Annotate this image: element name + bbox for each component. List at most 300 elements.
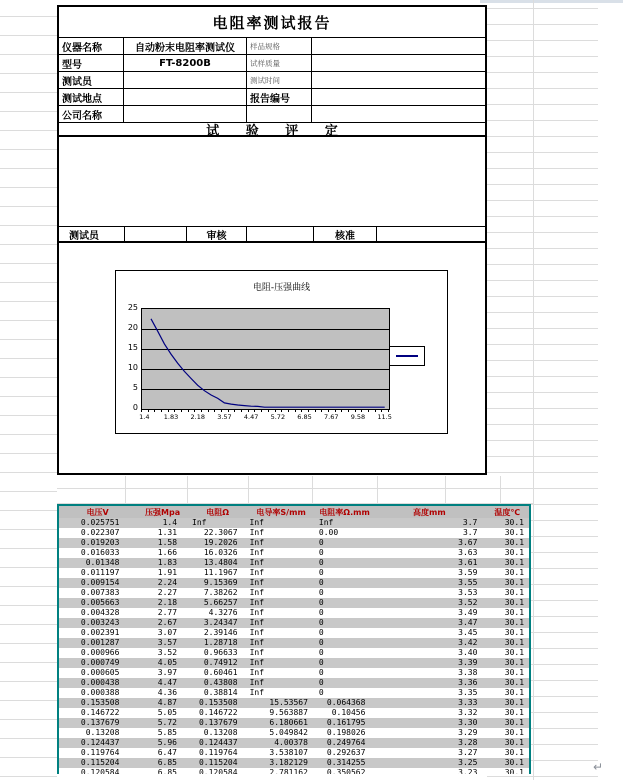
table-cell[interactable]: 30.1 bbox=[504, 748, 524, 757]
form-value[interactable] bbox=[124, 89, 247, 105]
table-cell[interactable]: 30.1 bbox=[504, 688, 525, 697]
form-label: 测试员 bbox=[59, 72, 124, 88]
form-row bbox=[59, 55, 485, 72]
table-cell[interactable]: 3.55 bbox=[458, 578, 478, 587]
table-cell[interactable]: 0.137679 bbox=[80, 718, 120, 727]
table-cell[interactable]: 4.05 bbox=[157, 658, 178, 667]
resistance-pressure-chart bbox=[115, 270, 448, 434]
table-cell[interactable]: 6.85 bbox=[157, 758, 177, 767]
y-tick-label: 15 bbox=[127, 343, 138, 352]
table-cell[interactable]: 3.63 bbox=[458, 548, 478, 557]
table-cell[interactable]: 0.022307 bbox=[80, 528, 120, 537]
table-cell[interactable]: 0.002391 bbox=[80, 628, 120, 637]
x-axis-tick bbox=[328, 409, 329, 412]
form-label: 型号 bbox=[59, 55, 124, 71]
column-header[interactable]: 压强Mpa bbox=[145, 507, 181, 517]
table-cell[interactable]: Inf bbox=[249, 548, 265, 557]
table-cell[interactable]: 0.314255 bbox=[326, 758, 366, 767]
table-cell[interactable]: 3.38 bbox=[458, 668, 478, 677]
gridline bbox=[0, 434, 57, 435]
table-cell[interactable]: 0.115204 bbox=[198, 758, 238, 767]
form-value[interactable] bbox=[312, 89, 485, 105]
table-cell[interactable]: 0.01348 bbox=[85, 558, 120, 567]
column-header[interactable]: 电阻Ω bbox=[206, 507, 230, 517]
gridline bbox=[0, 567, 57, 568]
table-cell[interactable]: 0.019203 bbox=[80, 538, 120, 547]
table-cell[interactable]: Inf bbox=[249, 628, 265, 637]
table-cell[interactable]: Inf bbox=[249, 618, 265, 627]
table-cell[interactable]: 15.53567 bbox=[269, 698, 308, 707]
table-cell[interactable]: 0.000749 bbox=[80, 658, 120, 667]
table-cell[interactable]: 30.1 bbox=[504, 578, 525, 587]
table-cell[interactable]: 3.7 bbox=[462, 518, 478, 527]
table-cell[interactable]: 6.85 bbox=[157, 768, 177, 774]
x-axis-tick bbox=[221, 409, 222, 412]
gridline bbox=[487, 88, 598, 89]
x-axis-tick bbox=[141, 409, 142, 412]
table-cell[interactable]: 0.119764 bbox=[198, 748, 238, 757]
gridline bbox=[0, 719, 57, 720]
table-cell[interactable]: 3.67 bbox=[458, 538, 478, 547]
table-cell[interactable]: 0.74912 bbox=[203, 658, 238, 667]
table-cell[interactable]: 13.4804 bbox=[203, 558, 238, 567]
gridline bbox=[0, 130, 57, 131]
x-axis-tick bbox=[355, 409, 356, 412]
table-cell[interactable]: 0.13208 bbox=[85, 728, 120, 737]
legend-line-key bbox=[396, 355, 418, 357]
x-tick-label: 6.85 bbox=[297, 413, 312, 421]
table-cell[interactable]: 6.180661 bbox=[269, 718, 308, 727]
x-axis-tick bbox=[301, 409, 302, 412]
table-cell[interactable]: 30.1 bbox=[504, 618, 525, 627]
table-cell[interactable]: 1.28718 bbox=[203, 638, 238, 647]
measurement-table-header bbox=[59, 506, 529, 518]
table-cell[interactable]: Inf bbox=[249, 518, 264, 527]
form-row bbox=[59, 89, 485, 106]
table-cell[interactable]: 0.007383 bbox=[80, 588, 120, 597]
table-cell[interactable]: 1.58 bbox=[157, 538, 178, 547]
table-cell[interactable]: 3.538107 bbox=[269, 748, 308, 757]
table-cell[interactable]: 0.120584 bbox=[198, 768, 238, 774]
table-cell[interactable]: 0.161795 bbox=[326, 718, 366, 727]
gridline bbox=[0, 206, 57, 207]
gridline bbox=[248, 476, 249, 504]
table-cell[interactable]: 0.153508 bbox=[80, 698, 120, 707]
x-axis-tick bbox=[161, 409, 162, 412]
table-cell[interactable]: 0 bbox=[318, 638, 324, 647]
table-cell[interactable]: 3.61 bbox=[458, 558, 478, 567]
x-tick-label: 5.72 bbox=[270, 413, 286, 421]
table-cell[interactable]: Inf bbox=[249, 688, 265, 697]
table-cell[interactable]: Inf bbox=[249, 678, 265, 687]
table-row bbox=[59, 548, 529, 558]
table-cell[interactable]: 1.83 bbox=[157, 558, 178, 567]
table-cell[interactable]: 30.1 bbox=[504, 738, 524, 747]
table-cell[interactable]: 2.27 bbox=[157, 588, 178, 597]
gridline bbox=[487, 776, 598, 777]
x-axis-tick bbox=[214, 409, 215, 412]
table-cell[interactable]: 30.1 bbox=[504, 518, 524, 527]
table-cell[interactable]: 2.67 bbox=[157, 618, 178, 627]
table-cell[interactable]: 0.119764 bbox=[80, 748, 120, 757]
table-cell[interactable]: 3.40 bbox=[458, 648, 478, 657]
table-row bbox=[59, 578, 529, 588]
x-tick-label: 9.58 bbox=[350, 413, 366, 421]
gridline bbox=[487, 344, 598, 345]
table-cell[interactable]: 0 bbox=[318, 598, 324, 607]
table-cell[interactable]: 9.15369 bbox=[203, 578, 238, 587]
table-cell[interactable]: 0.43808 bbox=[203, 678, 238, 687]
table-cell[interactable]: 30.1 bbox=[504, 708, 524, 717]
gridline bbox=[487, 440, 598, 441]
table-cell[interactable]: 0.146722 bbox=[80, 708, 120, 717]
gridline bbox=[487, 392, 598, 393]
y-tick-label: 25 bbox=[127, 303, 138, 312]
table-cell[interactable]: Inf bbox=[249, 648, 265, 657]
gridline bbox=[487, 456, 598, 457]
table-cell[interactable]: 3.42 bbox=[458, 638, 478, 647]
table-row bbox=[59, 608, 529, 618]
table-cell[interactable]: 3.25 bbox=[458, 758, 478, 767]
table-cell[interactable]: 0.009154 bbox=[80, 578, 120, 587]
column-header[interactable]: 温度℃ bbox=[494, 507, 521, 517]
table-cell[interactable]: 0 bbox=[318, 548, 324, 557]
chart-legend bbox=[389, 346, 425, 366]
table-cell[interactable]: 0.000966 bbox=[80, 648, 120, 657]
signature-row bbox=[59, 227, 485, 243]
table-row bbox=[59, 688, 529, 698]
table-cell[interactable]: 4.00378 bbox=[274, 738, 308, 747]
gridline bbox=[0, 586, 57, 587]
column-header[interactable]: 高度mm bbox=[413, 507, 446, 517]
signature-cell-tester[interactable] bbox=[125, 227, 187, 241]
table-cell[interactable]: 3.53 bbox=[458, 588, 478, 597]
table-cell[interactable]: 0.96633 bbox=[203, 648, 238, 657]
table-cell[interactable]: 0.249764 bbox=[326, 738, 366, 747]
table-cell[interactable]: 3.47 bbox=[458, 618, 478, 627]
gridline bbox=[0, 263, 57, 264]
table-cell[interactable]: 30.1 bbox=[504, 528, 525, 537]
gridline bbox=[487, 168, 598, 169]
table-cell[interactable]: 0.000438 bbox=[80, 678, 120, 687]
gridline bbox=[445, 476, 446, 504]
table-cell[interactable]: 0.064368 bbox=[326, 698, 366, 707]
table-cell[interactable]: 0.00 bbox=[318, 528, 339, 537]
gridline bbox=[0, 738, 57, 739]
gridline bbox=[187, 476, 188, 504]
table-cell[interactable]: 0.124437 bbox=[80, 738, 120, 747]
gridline bbox=[487, 280, 598, 281]
table-cell[interactable]: 0 bbox=[318, 608, 324, 617]
gridline bbox=[0, 757, 57, 758]
table-cell[interactable]: Inf bbox=[249, 568, 265, 577]
gridline bbox=[0, 548, 57, 549]
table-cell[interactable]: Inf bbox=[249, 608, 265, 617]
signature-cell-reviewer[interactable] bbox=[247, 227, 314, 241]
table-cell[interactable]: 30.1 bbox=[504, 538, 525, 547]
table-cell[interactable]: 0 bbox=[318, 558, 324, 567]
table-cell[interactable]: 0 bbox=[318, 658, 324, 667]
window-top-strip bbox=[480, 0, 623, 3]
table-cell[interactable]: 22.3067 bbox=[203, 528, 238, 537]
table-cell[interactable]: 0.025751 bbox=[80, 518, 120, 527]
table-row bbox=[59, 588, 529, 598]
table-cell[interactable]: 30.1 bbox=[504, 678, 525, 687]
table-cell[interactable]: 3.59 bbox=[458, 568, 478, 577]
table-cell[interactable]: 3.52 bbox=[157, 648, 178, 657]
form-value[interactable]: 自动粉末电阻率测试仪 bbox=[124, 38, 247, 54]
table-cell[interactable]: Inf bbox=[249, 588, 265, 597]
table-cell[interactable]: 30.1 bbox=[504, 548, 525, 557]
table-cell[interactable]: Inf bbox=[249, 658, 265, 667]
table-cell[interactable]: 5.96 bbox=[157, 738, 177, 747]
table-cell[interactable]: 30.1 bbox=[504, 758, 524, 767]
x-axis-tick bbox=[295, 409, 296, 412]
table-cell[interactable]: 3.35 bbox=[458, 688, 478, 697]
table-cell[interactable]: 3.24347 bbox=[203, 618, 238, 627]
table-cell[interactable]: 30.1 bbox=[504, 768, 524, 774]
table-cell[interactable]: Inf bbox=[249, 538, 265, 547]
table-cell[interactable]: 0.000388 bbox=[80, 688, 120, 697]
gridline bbox=[0, 358, 57, 359]
form-value[interactable] bbox=[312, 55, 485, 71]
table-cell[interactable]: 6.47 bbox=[157, 748, 177, 757]
evaluation-blank-area[interactable] bbox=[59, 137, 485, 227]
table-cell[interactable]: 0.153508 bbox=[198, 698, 238, 707]
gridline bbox=[0, 282, 57, 283]
table-cell[interactable]: 0 bbox=[318, 578, 324, 587]
column-header[interactable]: 电导率S/mm bbox=[256, 507, 306, 517]
table-cell[interactable]: 0.005663 bbox=[80, 598, 120, 607]
x-axis-tick bbox=[168, 409, 169, 412]
table-cell[interactable]: Inf bbox=[249, 528, 265, 537]
table-row bbox=[59, 528, 529, 538]
table-cell[interactable]: 1.4 bbox=[162, 518, 178, 527]
table-cell[interactable]: 3.32 bbox=[458, 708, 478, 717]
table-cell[interactable]: 3.97 bbox=[157, 668, 178, 677]
table-cell[interactable]: 30.1 bbox=[504, 558, 525, 567]
table-cell[interactable]: Inf bbox=[192, 518, 207, 527]
table-cell[interactable]: 0.38814 bbox=[203, 688, 238, 697]
table-cell[interactable]: 0.10456 bbox=[331, 708, 366, 717]
form-value[interactable]: FT-8200B bbox=[124, 55, 247, 71]
table-row bbox=[59, 658, 529, 668]
table-cell[interactable]: 30.1 bbox=[504, 638, 525, 647]
table-cell[interactable]: 3.28 bbox=[458, 738, 478, 747]
table-cell[interactable]: 0.016033 bbox=[80, 548, 120, 557]
table-cell[interactable]: 30.1 bbox=[504, 598, 525, 607]
table-row bbox=[59, 598, 529, 608]
table-cell[interactable]: 0 bbox=[318, 688, 324, 697]
y-tick-label: 0 bbox=[132, 403, 138, 412]
form-label: 测试时间 bbox=[247, 72, 312, 88]
table-cell[interactable]: 11.1967 bbox=[203, 568, 238, 577]
table-cell[interactable]: 4.47 bbox=[157, 678, 178, 687]
table-cell[interactable]: Inf bbox=[249, 598, 265, 607]
form-label: 试样质量 bbox=[247, 55, 312, 71]
table-row bbox=[59, 518, 529, 528]
table-cell[interactable]: 30.1 bbox=[504, 718, 524, 727]
table-cell[interactable]: Inf bbox=[249, 638, 265, 647]
table-cell[interactable]: 0 bbox=[318, 568, 324, 577]
table-cell[interactable]: 0.137679 bbox=[198, 718, 238, 727]
form-value[interactable] bbox=[124, 72, 247, 88]
table-cell[interactable]: 30.1 bbox=[504, 698, 524, 707]
table-cell[interactable]: 3.7 bbox=[462, 528, 478, 537]
gridline bbox=[487, 264, 598, 265]
table-cell[interactable]: Inf bbox=[249, 578, 265, 587]
x-axis-tick bbox=[368, 409, 369, 412]
table-cell[interactable]: 30.1 bbox=[504, 668, 525, 677]
table-cell[interactable]: 2.24 bbox=[157, 578, 178, 587]
table-cell[interactable]: 30.1 bbox=[504, 608, 525, 617]
gridline bbox=[487, 424, 598, 425]
table-cell[interactable]: 2.781162 bbox=[269, 768, 308, 774]
table-row bbox=[59, 538, 529, 548]
table-cell[interactable]: 3.52 bbox=[458, 598, 478, 607]
table-cell[interactable]: 19.2026 bbox=[203, 538, 238, 547]
gridline bbox=[0, 168, 57, 169]
form-label: 公司名称 bbox=[59, 106, 124, 122]
table-cell[interactable]: 7.38262 bbox=[203, 588, 238, 597]
table-row bbox=[59, 638, 529, 648]
gridline bbox=[487, 8, 598, 9]
table-row bbox=[59, 568, 529, 578]
table-cell[interactable]: Inf bbox=[249, 558, 265, 567]
gridline bbox=[0, 396, 57, 397]
table-cell[interactable]: 4.36 bbox=[157, 688, 178, 697]
table-cell[interactable]: 0 bbox=[318, 618, 324, 627]
table-cell[interactable]: 5.85 bbox=[157, 728, 177, 737]
table-cell[interactable]: 0.011197 bbox=[80, 568, 120, 577]
table-cell[interactable]: 1.31 bbox=[157, 528, 178, 537]
gridline bbox=[0, 510, 57, 511]
x-axis-tick bbox=[174, 409, 175, 412]
table-cell[interactable]: 1.66 bbox=[157, 548, 178, 557]
table-cell[interactable]: 4.3276 bbox=[208, 608, 238, 617]
gridline bbox=[0, 700, 57, 701]
table-cell[interactable]: 2.77 bbox=[157, 608, 178, 617]
table-cell[interactable]: 5.72 bbox=[157, 718, 177, 727]
table-cell[interactable]: 3.57 bbox=[157, 638, 178, 647]
gridline bbox=[0, 662, 57, 663]
x-axis-tick bbox=[288, 409, 289, 412]
table-cell[interactable]: 0.13208 bbox=[203, 728, 238, 737]
table-cell[interactable]: 5.66257 bbox=[203, 598, 238, 607]
table-cell[interactable]: 0.001287 bbox=[80, 638, 120, 647]
column-header[interactable]: 电压V bbox=[86, 507, 109, 517]
table-cell[interactable]: 0 bbox=[318, 668, 324, 677]
table-cell[interactable]: Inf bbox=[318, 518, 334, 527]
table-cell[interactable]: 5.049842 bbox=[269, 728, 308, 737]
table-cell[interactable]: 3.36 bbox=[458, 678, 478, 687]
table-cell[interactable]: 30.1 bbox=[504, 648, 525, 657]
table-row bbox=[59, 628, 529, 638]
gridline bbox=[0, 149, 57, 150]
x-axis-tick bbox=[341, 409, 342, 412]
gridline bbox=[487, 24, 598, 25]
table-cell[interactable]: 3.33 bbox=[458, 698, 478, 707]
form-value[interactable] bbox=[312, 38, 485, 54]
table-cell[interactable]: 1.91 bbox=[157, 568, 178, 577]
x-axis-tick bbox=[375, 409, 376, 412]
signature-cell-approver[interactable] bbox=[377, 227, 485, 241]
gridline bbox=[487, 216, 598, 217]
table-cell[interactable]: 3.49 bbox=[458, 608, 478, 617]
table-cell[interactable]: 3.27 bbox=[458, 748, 478, 757]
report-header-form bbox=[59, 38, 485, 123]
table-cell[interactable]: 3.45 bbox=[458, 628, 478, 637]
gridline bbox=[0, 377, 57, 378]
table-cell[interactable]: 5.05 bbox=[157, 708, 177, 717]
table-cell[interactable]: 0.000605 bbox=[80, 668, 120, 677]
table-cell[interactable]: 0.60461 bbox=[203, 668, 238, 677]
table-cell[interactable]: 30.1 bbox=[504, 728, 524, 737]
table-cell[interactable]: 0.124437 bbox=[198, 738, 238, 747]
table-cell[interactable]: 0.003243 bbox=[80, 618, 120, 627]
table-cell[interactable]: 30.1 bbox=[504, 568, 525, 577]
table-cell[interactable]: 0.120584 bbox=[80, 768, 120, 774]
table-cell[interactable]: 3.07 bbox=[157, 628, 178, 637]
gridline bbox=[487, 360, 598, 361]
table-cell[interactable]: 0 bbox=[318, 538, 324, 547]
table-cell[interactable]: 0.004328 bbox=[80, 608, 120, 617]
table-cell[interactable]: 0.198026 bbox=[326, 728, 366, 737]
table-cell[interactable]: 3.29 bbox=[458, 728, 478, 737]
table-cell[interactable]: 30.1 bbox=[504, 588, 525, 597]
table-row bbox=[59, 698, 529, 708]
gridline bbox=[0, 73, 57, 74]
gridline bbox=[377, 476, 378, 504]
table-cell[interactable]: 3.30 bbox=[458, 718, 478, 727]
table-cell[interactable]: 0 bbox=[318, 588, 324, 597]
x-tick-label: 11.5 bbox=[377, 413, 392, 421]
table-cell[interactable]: 0.146722 bbox=[198, 708, 238, 717]
table-cell[interactable]: 2.18 bbox=[157, 598, 178, 607]
table-cell[interactable]: 3.39 bbox=[458, 658, 478, 667]
table-cell[interactable]: 0 bbox=[318, 628, 324, 637]
table-cell[interactable]: 30.1 bbox=[504, 628, 525, 637]
table-cell[interactable]: 3.23 bbox=[458, 768, 478, 774]
table-cell[interactable]: 0.292637 bbox=[326, 748, 366, 757]
paragraph-mark-icon: ↵ bbox=[593, 760, 604, 774]
gridline bbox=[0, 472, 57, 473]
x-axis-tick bbox=[234, 409, 235, 412]
table-cell[interactable]: 16.0326 bbox=[203, 548, 238, 557]
gridline bbox=[57, 488, 533, 489]
column-header[interactable]: 电阻率Ω.mm bbox=[319, 507, 370, 517]
table-cell[interactable]: 3.182129 bbox=[269, 758, 308, 767]
y-tick-label: 10 bbox=[127, 363, 138, 372]
gridline bbox=[0, 54, 57, 55]
table-cell[interactable]: 4.87 bbox=[157, 698, 177, 707]
table-cell[interactable]: 0.350562 bbox=[326, 768, 366, 774]
gridline bbox=[0, 491, 57, 492]
gridline bbox=[487, 200, 598, 201]
table-cell[interactable]: 2.39146 bbox=[203, 628, 238, 637]
table-cell[interactable]: 30.1 bbox=[504, 658, 525, 667]
table-cell[interactable]: 0 bbox=[318, 678, 324, 687]
table-cell[interactable]: 0 bbox=[318, 648, 324, 657]
table-cell[interactable]: Inf bbox=[249, 668, 265, 677]
table-cell[interactable]: 9.563887 bbox=[269, 708, 308, 717]
x-axis-tick bbox=[188, 409, 189, 412]
gridline bbox=[533, 0, 534, 780]
table-cell[interactable]: 0.115204 bbox=[80, 758, 120, 767]
form-value[interactable] bbox=[312, 72, 485, 88]
table-row bbox=[59, 708, 529, 718]
gridline bbox=[125, 476, 126, 504]
